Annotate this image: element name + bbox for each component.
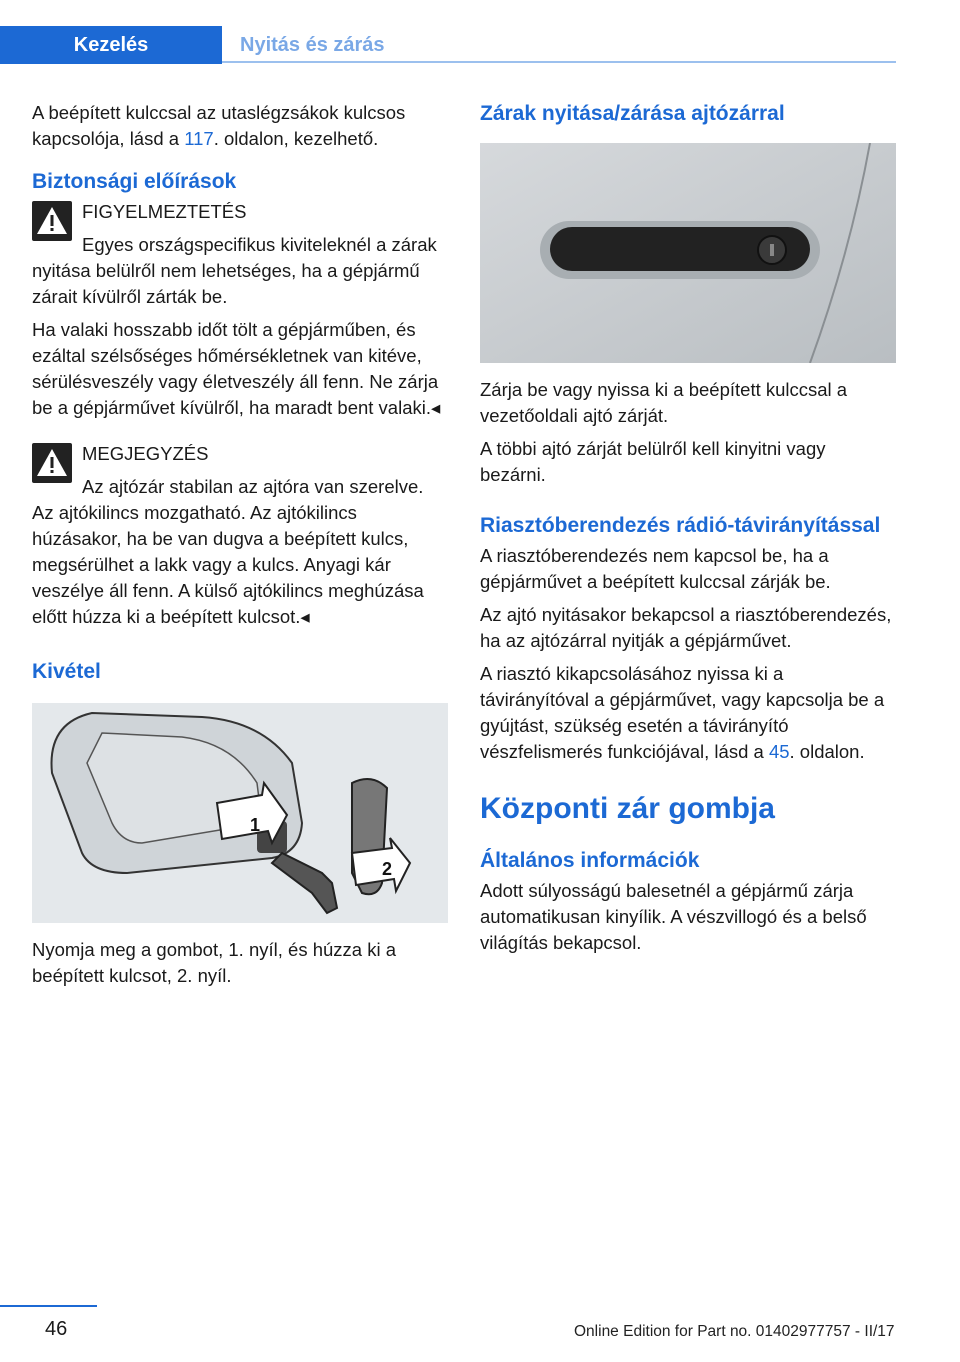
page-link-117[interactable]: 117 [184, 128, 214, 149]
left-column [32, 100, 448, 996]
general-info-heading: Általános információk [480, 849, 700, 872]
key-removal-illustration [32, 703, 448, 923]
page-link-45[interactable]: 45 [768, 741, 790, 762]
warning-text-2: Ha valaki hosszabb időt tölt a gépjárműben, és ezáltal szélsőséges hőmérsékletnek van kitéve, sérülésveszély vagy életveszély áll fenn. Ne zárja be a gépjárművet kívülről, ha maradt bent valaki.◂ [32, 319, 441, 418]
removal-text: Nyomja meg a gombot, 1. nyíl, és húzza ki a beépített kulcsot, 2. nyíl. [32, 939, 397, 986]
warning-label: FIGYELMEZTETÉS [82, 201, 247, 222]
arrow-2-label: 2 [382, 859, 393, 879]
warning-triangle-icon [32, 201, 72, 241]
door-handle-illustration [480, 143, 896, 363]
section-tab: Kezelés [0, 26, 222, 64]
warning-triangle-icon [32, 443, 72, 483]
alarm-text-2: Az ajtó nyitásakor bekapcsol a riasztóberendezés, ha az ajtózárral nyitják a gépjárművet. [480, 604, 892, 651]
edition-text: Online Edition for Part no. 01402977757 - II/17 [574, 1323, 895, 1340]
note-label: MEGJEGYZÉS [82, 443, 209, 464]
note-box [32, 441, 448, 467]
door-text-2: A többi ajtó zárját belülről kell kinyitni vagy bezárni. [480, 438, 826, 485]
footer-divider [0, 1305, 97, 1307]
header-divider [222, 61, 896, 63]
alarm-heading: Riasztóberendezés rádió-távirányítással [480, 514, 881, 537]
intro-paragraph: A beépített kulccsal az utaslégzsákok kulcsos kapcsolója, lásd a 117. oldalon, kezelhető. [32, 102, 406, 149]
subsection-tab: Nyitás és zárás [240, 33, 385, 56]
arrow-1-label: 1 [250, 815, 261, 835]
right-column [480, 100, 896, 963]
door-text-1: Zárja be vagy nyissa ki a beépített kulccsal a vezetőoldali ajtó zárját. [480, 379, 848, 426]
note-text: Az ajtózár stabilan az ajtóra van szerelve. Az ajtókilincs mozgatható. Az ajtókilincs húzásakor, ha be van dugva a beépített kulcs, megsérülhet a lakk vagy a kulcs. Anyagi kár veszélye áll fenn. A külső ajtókilincs meghúzása előtt húzza ki a beépített kulcsot.◂ [32, 476, 424, 627]
warning-text-1: Egyes országspecifikus kiviteleknél a zárak nyitása belülről nem lehetséges, ha a gépjármű zárait kívülről zárták be. [32, 234, 437, 307]
removal-heading: Kivétel [32, 660, 101, 683]
alarm-text-1: A riasztóberendezés nem kapcsol be, ha a gépjárművet a beépített kulccsal zárják be. [480, 545, 831, 592]
alarm-text-3: A riasztó kikapcsolásához nyissa ki a távirányítóval a gépjárművet, vagy kapcsolja be a gyújtást, szükség esetén a távirányító vészfelismerés funkciójával, lásd a 45. oldalon. [480, 663, 885, 762]
warning-box [32, 199, 448, 225]
central-lock-heading: Központi zár gombja [480, 792, 775, 825]
safety-heading: Biztonsági előírások [32, 170, 237, 193]
general-info-text: Adott súlyosságú balesetnél a gépjármű zárja automatikusan kinyílik. A vészvillogó és a belső világítás bekapcsol. [480, 880, 867, 953]
door-lock-heading: Zárak nyitása/zárása ajtózárral [480, 102, 785, 125]
page-number: 46 [45, 1318, 68, 1340]
